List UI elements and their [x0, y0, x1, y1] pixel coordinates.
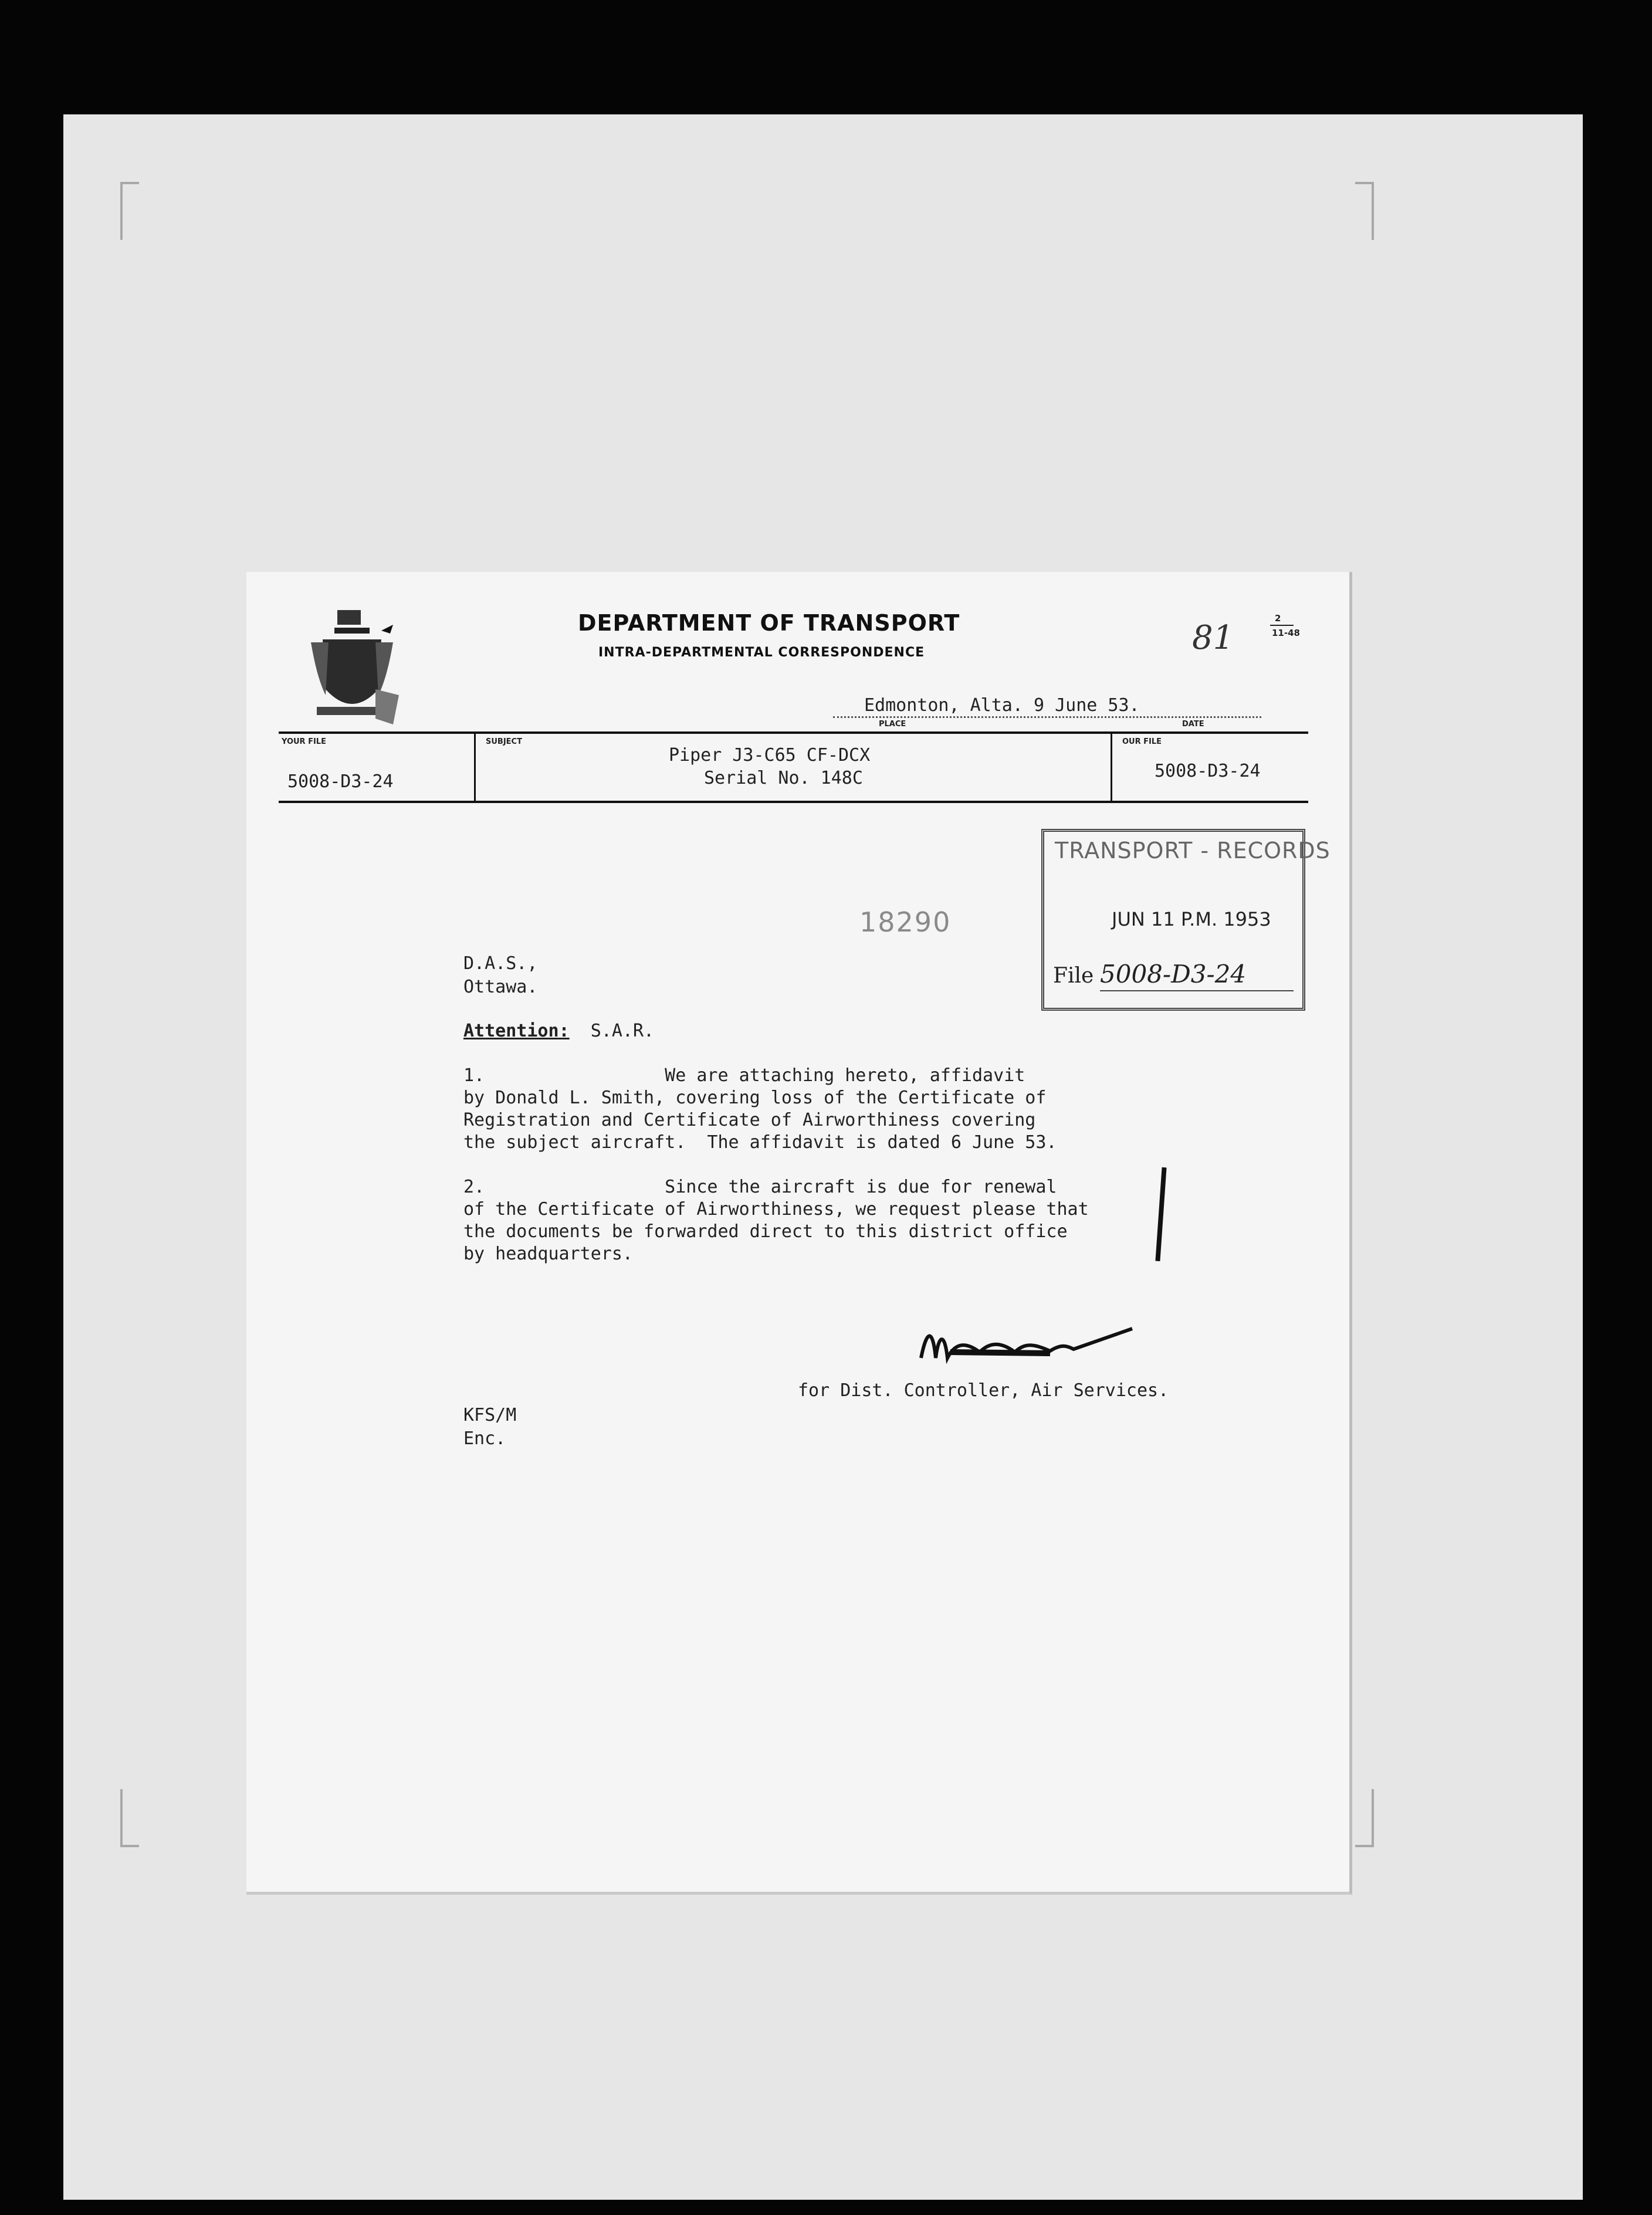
place-and-date: Edmonton, Alta. 9 June 53.	[864, 695, 1140, 716]
handwritten-page-number: 81	[1192, 619, 1234, 657]
stamp-file-label: File	[1053, 964, 1094, 988]
crop-mark-top-left	[120, 182, 139, 240]
subject-label: SUBJECT	[486, 737, 522, 746]
typist-initials: KFS/M	[463, 1405, 517, 1425]
form-number-divider	[1270, 625, 1294, 626]
enclosure-note: Enc.	[463, 1428, 506, 1449]
stamp-file-value: 5008-D3-24	[1100, 960, 1247, 988]
your-file-label: YOUR FILE	[282, 737, 326, 746]
our-file-value: 5008-D3-24	[1155, 761, 1261, 781]
letter-page	[246, 572, 1352, 1895]
subject-line-1: Piper J3-C65 CF-DCX	[669, 745, 871, 766]
form-revision: 11-48	[1272, 628, 1300, 638]
our-file-label: OUR FILE	[1122, 737, 1162, 746]
place-date-dotted-line	[833, 716, 1261, 718]
paragraph-2: 2. Since the aircraft is due for renewal of the Certificate of Airworthiness, we request please that the documents be forwarded direct to this district office by headquarters.	[463, 1177, 1089, 1264]
crop-mark-top-right	[1355, 182, 1374, 240]
addressee-line-1: D.A.S.,	[463, 953, 538, 974]
form-number: 2	[1275, 613, 1281, 624]
correspondence-subtitle: INTRA-DEPARTMENTAL CORRESPONDENCE	[598, 645, 925, 660]
crop-mark-bottom-left	[120, 1789, 139, 1847]
department-title: DEPARTMENT OF TRANSPORT	[578, 610, 960, 636]
your-file-value: 5008-D3-24	[287, 771, 394, 792]
paragraph-1: 1. We are attaching hereto, affidavit by Donald L. Smith, covering loss of the Certificate of Registration and Certificate of Airworthiness covering the subject aircraft. The affidavit is dated 6 June 53.	[463, 1065, 1057, 1153]
attention-value: S.A.R.	[590, 1021, 655, 1041]
header-box-divider	[474, 731, 476, 802]
date-label: DATE	[1182, 720, 1204, 729]
stamp-date: JUN 11 P.M. 1953	[1112, 908, 1271, 930]
header-box-top-rule	[279, 731, 1308, 734]
place-label: PLACE	[879, 720, 906, 729]
header-box-divider	[1111, 731, 1112, 802]
attention-label: Attention:	[463, 1021, 570, 1041]
signature-block: for Dist. Controller, Air Services.	[798, 1380, 1169, 1401]
signature-icon	[915, 1317, 1138, 1370]
attention-line	[463, 1021, 654, 1041]
stamp-file-underline	[1100, 990, 1294, 991]
crop-mark-bottom-right	[1355, 1789, 1374, 1847]
margin-mark	[1155, 1167, 1166, 1261]
received-number-stamp: 18290	[859, 906, 952, 938]
stamp-title: TRANSPORT - RECORDS	[1055, 838, 1331, 863]
subject-line-2: Serial No. 148C	[704, 768, 863, 788]
addressee-line-2: Ottawa.	[463, 977, 538, 997]
header-box-bottom-rule	[279, 801, 1308, 803]
coat-of-arms-icon	[305, 607, 399, 730]
transport-records-stamp	[1041, 829, 1331, 1011]
